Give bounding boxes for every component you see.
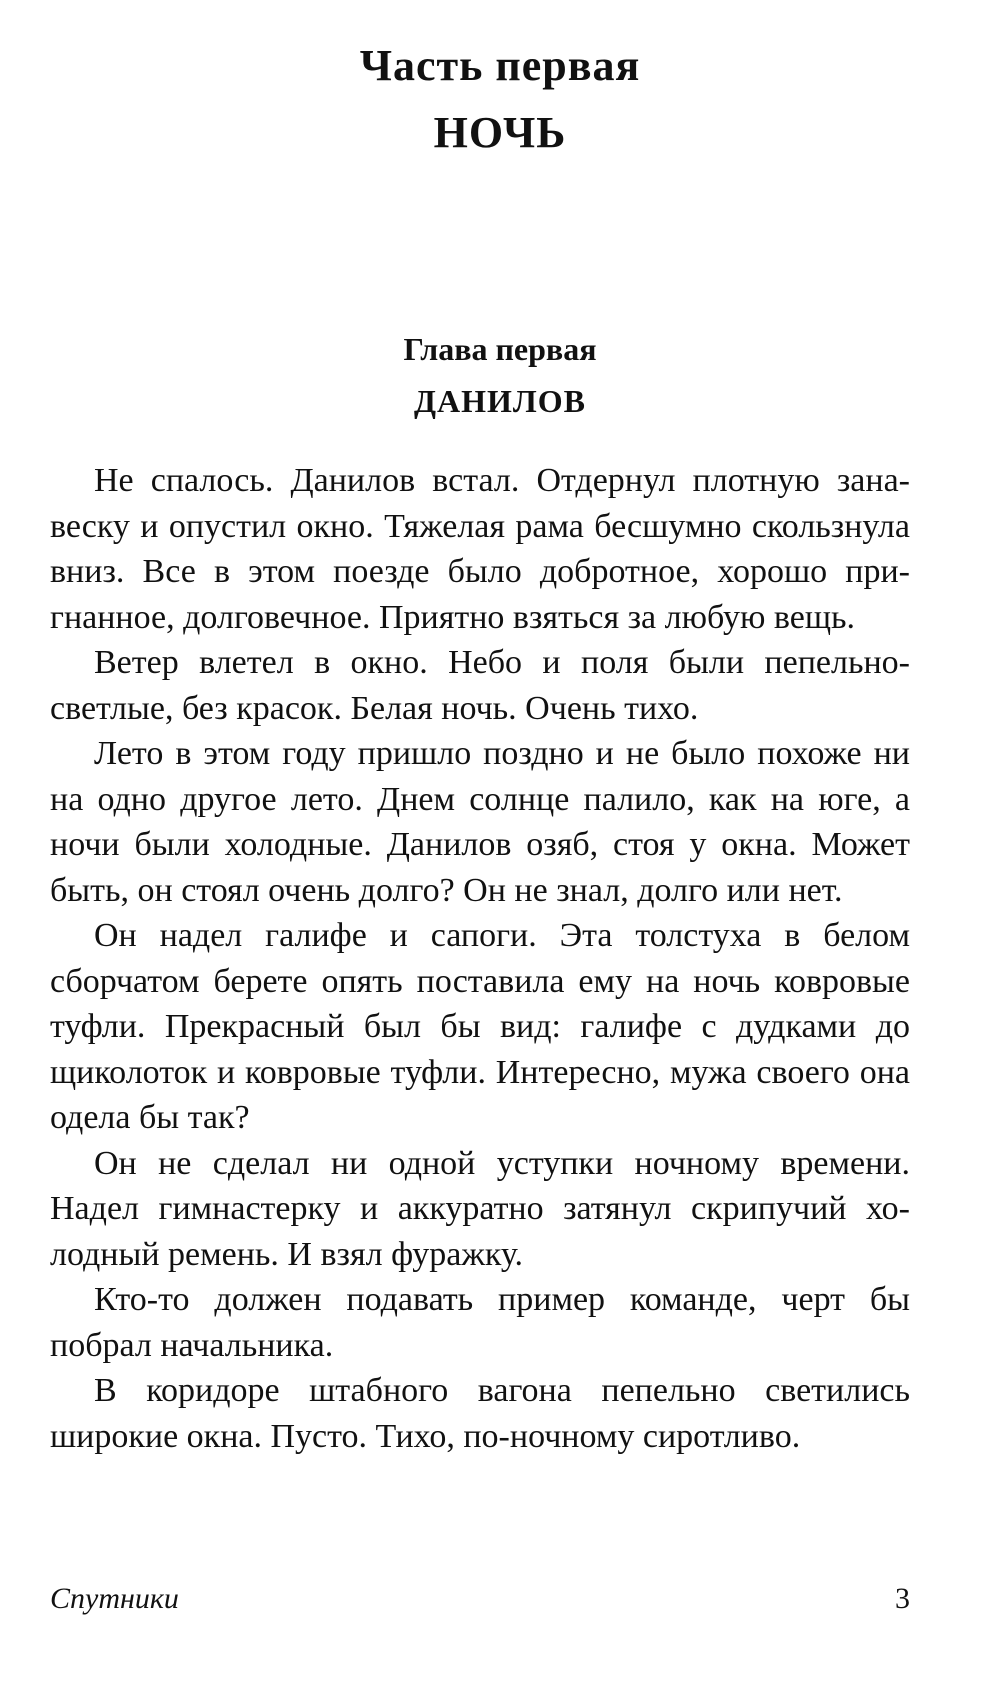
paragraph: Ветер влетел в окно. Небо и поля были пепельно-светлые, без красок. Белая ночь. Очень тихо. — [50, 644, 910, 727]
paragraph: Не спалось. Данилов встал. Отдернул плотную занавеску и опустил окно. Тяжелая рама бесшумно скользнула вниз. Все в этом поезде было добротное, хорошо пригнанное, долговечное. Приятно взяться за любую вещь. — [50, 462, 910, 636]
paragraph: Он не сделал ни одной уступки ночному времени. Надел гимнастерку и аккуратно затянул скрипучий холодный ремень. И взял фуражку. — [50, 1144, 910, 1273]
paragraph: Лето в этом году пришло поздно и не было похоже ни на одно другое лето. Днем солнце палило, как на юге, а ночи были холодные. Данилов озяб, стоя у окна. Может быть, он стоял очень долго? Он не знал, долго или нет. — [50, 735, 910, 909]
chapter-heading — [0, 330, 1000, 421]
running-title: Спутники — [50, 1582, 179, 1615]
page-footer — [50, 1582, 910, 1626]
part-heading — [0, 40, 1000, 160]
chapter-label: Глава первая — [403, 331, 597, 367]
part-title: НОЧЬ — [433, 107, 567, 157]
chapter-title: ДАНИЛОВ — [414, 383, 586, 420]
paragraph: Он надел галифе и сапоги. Эта толстуха в белом сборчатом берете опять поставила ему на ночь ковровые туфли. Прекрасный был бы вид: галифе с дудками до щиколоток и ковровые туфли. Интересно, мужа своего она одела бы так? — [50, 917, 910, 1136]
page-number: 3 — [895, 1582, 910, 1615]
paragraph: В коридоре штабного вагона пепельно светились широкие окна. Пусто. Тихо, по-ночному сиротливо. — [50, 1372, 910, 1455]
paragraph: Кто-то должен подавать пример команде, черт бы побрал начальника. — [50, 1281, 910, 1364]
body-text — [50, 458, 910, 1459]
part-label: Часть первая — [359, 41, 641, 90]
